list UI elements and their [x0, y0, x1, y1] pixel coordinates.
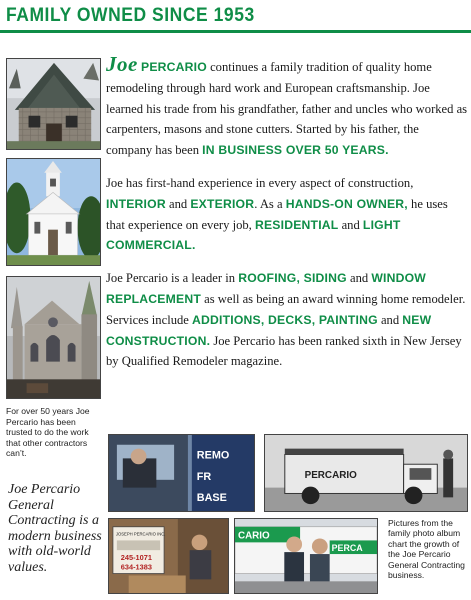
highlight-in-business: IN BUSINESS OVER 50 YEARS. — [202, 143, 389, 158]
side-note: For over 50 years Joe Percario has been trusted to do the work that other contractors can’t. — [6, 406, 90, 459]
text-run: Joe Percario is a leader in — [106, 271, 239, 286]
highlight-window-replacement: WINDOW REPLACEMENT — [106, 271, 426, 306]
paragraph-intro — [106, 54, 468, 161]
text-run: Joe Percario has been ranked sixth in New Jersey by Qualified Remodeler magazine. — [106, 333, 462, 369]
text-run: continues a family tradition of quality home remodeling through hard work and European craftsmanship. Joe learned his trade from his grandfather, father and uncles who worked as carpenters, masons and stone cutters. Started by his father, the company has been — [106, 60, 468, 158]
sign-phone-a: 245-1071 — [120, 552, 152, 562]
highlight-roofing-siding: ROOFING, SIDING — [238, 271, 347, 286]
photo-stone-house — [6, 58, 101, 150]
photo-van-owners — [234, 518, 378, 594]
text-run: Joe has first-hand experience in every aspect of construction, — [106, 175, 414, 190]
truck2-sign: PERCARIO — [304, 469, 357, 481]
truck1-sign-line1: REMO — [196, 449, 230, 462]
highlight-exterior: EXTERIOR — [190, 196, 255, 211]
highlight-light-commercial: LIGHT COMMERCIAL. — [106, 217, 401, 253]
joe-script: Joe — [106, 52, 138, 76]
highlight-new-construction: NEW CONSTRUCTION. — [106, 312, 432, 348]
van-sign-left: CARIO — [237, 530, 270, 542]
paragraph-experience — [106, 173, 468, 256]
text-run: and — [165, 196, 191, 211]
page-title: FAMILY OWNED SINCE 1953 — [6, 5, 255, 26]
header-rule — [0, 30, 471, 33]
photo-work-truck — [264, 434, 468, 512]
main-text — [106, 54, 468, 384]
page-header — [0, 0, 471, 32]
text-run: . As a — [254, 196, 286, 211]
sign-company-name: JOSEPH PERCARIO INC. — [115, 531, 166, 537]
highlight-additions: ADDITIONS, DECKS, PAINTING — [192, 312, 378, 327]
side-quote: Joe Percario General Contracting is a modern business with old-world values. — [8, 482, 102, 575]
sign-phone-b: 634-1383 — [120, 562, 152, 572]
photo-truck-cab — [108, 434, 255, 512]
text-run: and — [346, 271, 372, 286]
highlight-residential: RESIDENTIAL — [254, 217, 339, 232]
text-run: as well as being an award winning home remodeler. Services include — [106, 291, 466, 327]
highlight-percario: PERCARIO — [140, 60, 207, 74]
photo-company-sign — [108, 518, 229, 594]
highlight-hands-on-owner: HANDS-ON OWNER, — [285, 196, 408, 211]
photo-gothic-church — [6, 276, 101, 399]
highlight-interior: INTERIOR — [106, 196, 166, 211]
paragraph-services — [106, 268, 468, 372]
text-run: and — [377, 312, 403, 327]
text-run: and — [338, 217, 363, 232]
photo-caption: Pictures from the family photo album chart the growth of the Joe Percario General Contracting business. — [388, 518, 465, 581]
truck1-sign-line2: FR — [196, 470, 212, 483]
van-sign-right: PERCA — [331, 543, 363, 554]
text-run: he uses that experience on every job, — [106, 196, 448, 232]
photo-white-church — [6, 158, 101, 266]
truck1-sign-line3: BASE — [196, 492, 227, 505]
